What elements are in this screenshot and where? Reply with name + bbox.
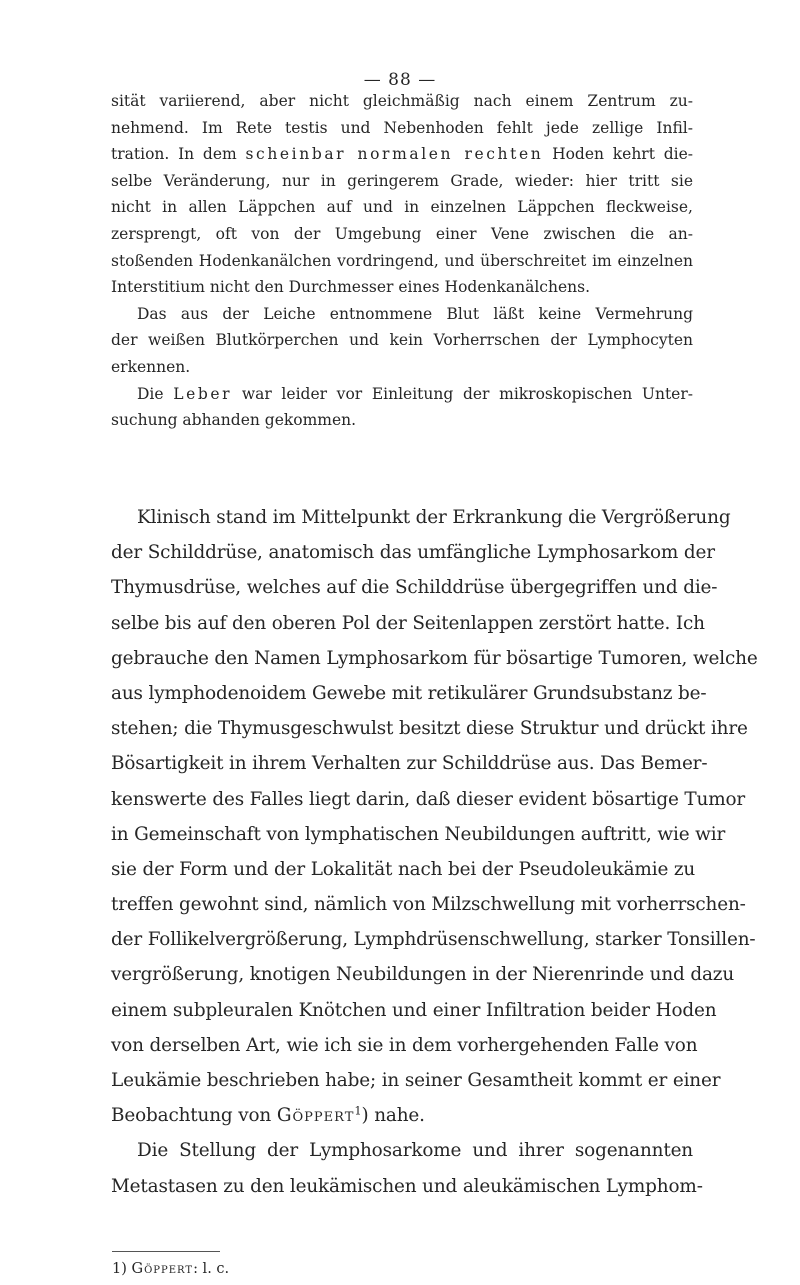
- paragraph-block-findings: [111, 88, 693, 434]
- text-line: in Gemeinschaft von lymphatischen Neubildungen auftritt, wie wir: [111, 823, 726, 845]
- text-line: Klinisch stand im Mittelpunkt der Erkrankung die Vergrößerung: [137, 507, 731, 528]
- text-line: suchung abhanden gekommen.: [111, 411, 357, 430]
- page-number: — 88 —: [363, 70, 437, 90]
- text-line: zersprengt, oft von der Umgebung einer Vene zwischen die an-: [111, 224, 693, 243]
- spaced-emphasis: scheinbar normalen rechten: [245, 145, 544, 164]
- text-line: aus lymphodenoidem Gewebe mit retikulärer Grundsubstanz be-: [111, 682, 707, 704]
- text-line: selbe Veränderung, nur in geringerem Grade, wieder: hier tritt sie: [111, 171, 693, 190]
- text-line: Metastasen zu den leukämischen und aleukämischen Lymphom-: [111, 1175, 703, 1197]
- text-line: sität variierend, aber nicht gleichmäßig nach einem Zentrum zu-: [111, 92, 693, 110]
- text-line: erkennen.: [111, 357, 191, 376]
- text-line: vergrößerung, knotigen Neubildungen in der Nierenrinde und dazu: [111, 964, 735, 986]
- text-line: nehmend. Im Rete testis und Nebenhoden fehlt jede zellige Infil-: [111, 118, 693, 137]
- text-line: Beobachtung von Göppert$^1$) nahe.: [111, 1103, 425, 1127]
- text-line: der Schilddrüse, anatomisch das umfängliche Lymphosarkom der: [111, 542, 715, 564]
- text-line: der Follikelvergrößerung, Lymphdrüsenschwellung, starker Tonsillen-: [111, 929, 756, 951]
- author-name: Göppert: [276, 1105, 355, 1127]
- text-line: Die Leber war leider vor Einleitung der mikroskopischen Unter-: [137, 384, 693, 403]
- footnote: 1) Göppert: l. c.: [112, 1261, 230, 1277]
- text-line: kenswerte des Falles liegt darin, daß dieser evident bösartige Tumor: [111, 788, 746, 810]
- text-line: stoßenden Hodenkanälchen vordringend, und überschreitet im einzelnen: [111, 251, 693, 270]
- paragraph-block-clinical: [111, 500, 758, 1204]
- text-line: sie der Form und der Lokalität nach bei der Pseudoleukämie zu: [111, 858, 696, 880]
- text-line: von derselben Art, wie ich sie in dem vorhergehenden Falle von: [111, 1034, 698, 1056]
- footnote-marker: 1: [354, 1103, 362, 1118]
- text-line: Die Stellung der Lymphosarkome und ihrer sogenannten: [137, 1140, 693, 1162]
- text-line: einem subpleuralen Knötchen und einer Infiltration beider Hoden: [111, 999, 717, 1021]
- text-line: Leukämie beschrieben habe; in seiner Gesamtheit kommt er einer: [111, 1070, 721, 1091]
- text-line: Bösartigkeit in ihrem Verhalten zur Schilddrüse aus. Das Bemer-: [111, 753, 708, 775]
- footnote-divider: [112, 1251, 220, 1252]
- text-line: der weißen Blutkörperchen und kein Vorherrschen der Lymphocyten: [111, 331, 693, 350]
- text-line: Interstitium nicht den Durchmesser eines Hodenkanälchens.: [111, 278, 590, 297]
- spaced-emphasis: Leber: [173, 384, 233, 403]
- text-line: stehen; die Thymusgeschwulst besitzt diese Struktur und drückt ihre: [111, 718, 748, 740]
- text-line: gebrauche den Namen Lymphosarkom für bösartige Tumoren, welche: [111, 647, 758, 669]
- text-line: Das aus der Leiche entnommene Blut läßt keine Vermehrung: [137, 304, 693, 323]
- author-name: Göppert: [131, 1261, 194, 1277]
- text-line: tration. In dem scheinbar normalen rechten Hoden kehrt die-: [111, 145, 693, 164]
- text-line: selbe bis auf den oberen Pol der Seitenlappen zerstört hatte. Ich: [111, 612, 705, 634]
- text-line: treffen gewohnt sind, nämlich von Milzschwellung mit vorherrschen-: [111, 894, 746, 916]
- text-line: nicht in allen Läppchen auf und in einzelnen Läppchen fleckweise,: [111, 198, 693, 217]
- text-line: Thymusdrüse, welches auf die Schilddrüse übergegriffen und die-: [111, 577, 718, 599]
